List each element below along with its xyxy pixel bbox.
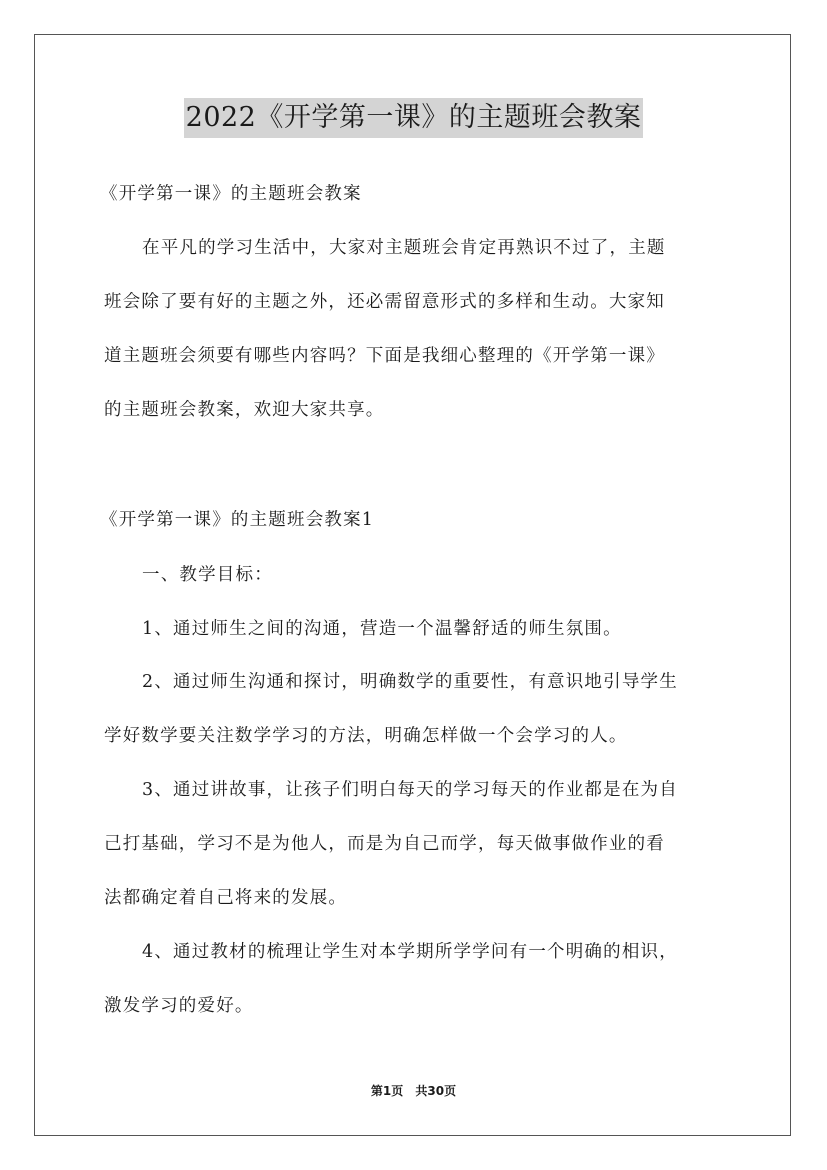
list-item: 2、通过师生沟通和探讨，明确数学的重要性，有意识地引导学生	[142, 672, 678, 692]
list-item-continued: 法都确定着自己将来的发展。	[104, 888, 348, 908]
page-footer	[0, 1082, 827, 1099]
list-item-continued: 激发学习的爱好。	[104, 996, 254, 1016]
list-item: 1、通过师生之间的沟通，营造一个温馨舒适的师生氛围。	[142, 619, 622, 639]
intro-line: 班会除了要有好的主题之外，还必需留意形式的多样和生动。大家知	[104, 292, 665, 312]
intro-line: 道主题班会须要有哪些内容吗？下面是我细心整理的《开学第一课》	[104, 346, 665, 366]
intro-line: 的主题班会教案，欢迎大家共享。	[104, 400, 385, 420]
document-title: 2022《开学第一课》的主题班会教案	[184, 98, 644, 138]
list-item-continued: 学好数学要关注数学学习的方法，明确怎样做一个会学习的人。	[104, 726, 628, 746]
list-item-continued: 己打基础，学习不是为他人，而是为自己而学，每天做事做作业的看	[104, 834, 665, 854]
page-number: 第1页	[370, 1084, 404, 1098]
subtitle: 《开学第一课》的主题班会教案	[100, 184, 362, 204]
intro-line: 在平凡的学习生活中，大家对主题班会肯定再熟识不过了，主题	[142, 238, 666, 258]
title-container	[0, 98, 827, 138]
list-item: 3、通过讲故事，让孩子们明白每天的学习每天的作业都是在为自	[142, 780, 678, 800]
list-item: 4、通过教材的梳理让学生对本学期所学学问有一个明确的相识，	[142, 942, 678, 962]
page-total: 共30页	[415, 1084, 457, 1098]
section-title: 《开学第一课》的主题班会教案1	[100, 510, 375, 530]
heading-objectives: 一、教学目标：	[142, 565, 273, 585]
